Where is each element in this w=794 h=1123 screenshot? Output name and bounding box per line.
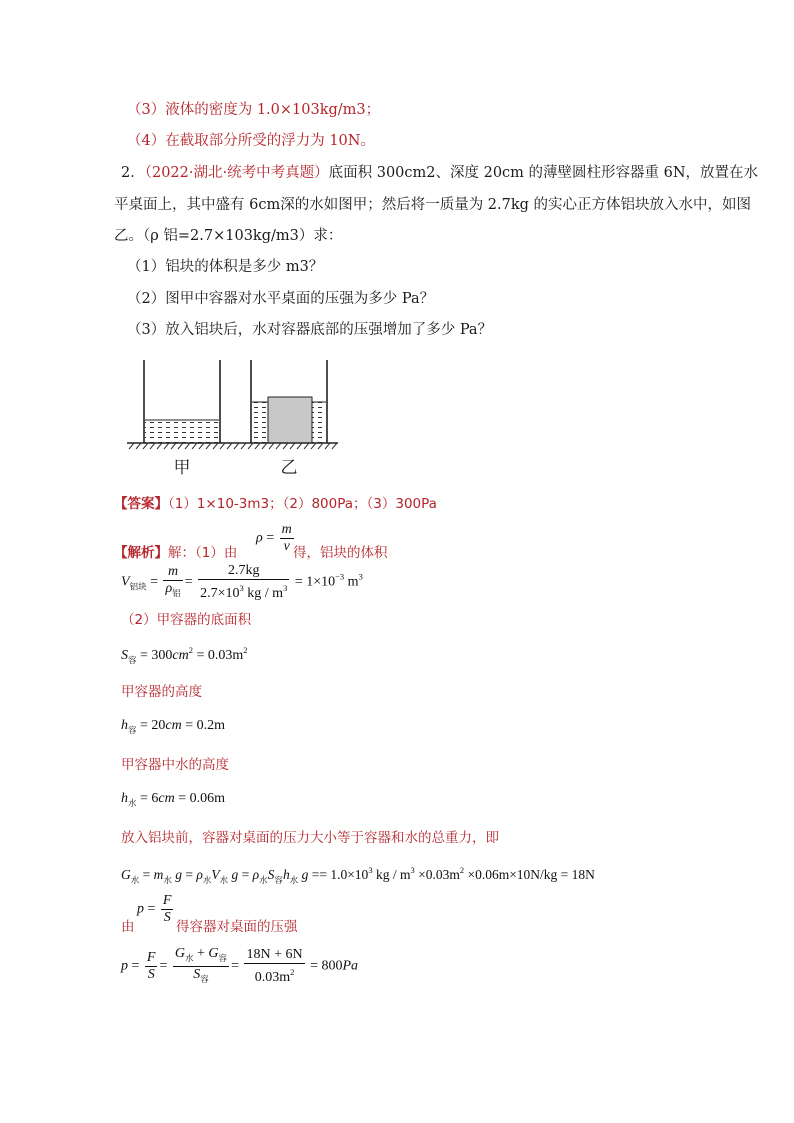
figure-containers	[125, 355, 340, 480]
eq3-lhs-sub: 容	[128, 725, 137, 735]
eq1-frac1-num: m	[168, 564, 179, 579]
eq1-rhs-unit-sup: 3	[358, 571, 363, 582]
container-b	[251, 360, 327, 443]
eq5-numeric-sup: 3	[368, 865, 373, 875]
eq6-n-den-sup: 2	[290, 967, 295, 977]
eq2-unit-sup: 2	[188, 645, 193, 655]
eq1-rhs-sup: −3	[335, 571, 345, 582]
eq5-tail1: kg / m	[372, 867, 411, 882]
eq2-rhs: = 0.03m	[193, 648, 244, 663]
figure-label-b: 乙	[280, 458, 298, 478]
equation-water-height	[121, 791, 225, 809]
eq6-rhs-unit: Pa	[342, 958, 359, 974]
eq2-lhs-sub: 容	[128, 655, 137, 665]
eq1-rhs: = 1×10	[294, 574, 336, 590]
eq2-unit: cm	[172, 648, 189, 663]
eq5-v-sub: 水	[219, 875, 229, 885]
eq1-frac2-num: 2.7kg	[198, 563, 289, 580]
eq4-rhs: = 0.06m	[174, 791, 226, 806]
eq5-g3: g	[228, 867, 239, 882]
eq3-expr: = 20	[136, 718, 166, 733]
answer-text: （1）1×10-3m3；（2）800Pa；（3）300Pa	[168, 496, 437, 512]
eq5-rho: ρ	[196, 867, 203, 882]
question-sub2: （2）图甲中容器对水平桌面的压强为多少 Pa？	[127, 291, 435, 307]
eq3-unit: cm	[165, 718, 182, 733]
eq5-m-sub: 水	[163, 875, 172, 885]
eq6-f-num: F	[146, 950, 156, 965]
eq6-g-den: S	[193, 967, 201, 982]
pressure-intro: 由	[121, 919, 135, 935]
eq5-tail1-sup: 3	[410, 865, 415, 875]
eq5-tail3: ×0.06m×10N/kg = 18N	[464, 867, 595, 882]
water-height-label: 甲容器中水的高度	[121, 757, 229, 773]
analysis-intro-tail: 得，铝块的体积	[293, 545, 388, 561]
equation-gravity: $G_水 = m_水$ $g = \rho_水V_水$ $g = \rho_水S_容h_水$ $g == 1.0\times 10^3$ kg / $m^3 \times 0.03m^2 \times 0.06m\times 10N/kg = 18N$	[121, 865, 595, 885]
question-stem-line3: 乙。（ρ 铝=2.7×103kg/m3）求：	[114, 228, 343, 244]
eq1-rhs-unit: m	[344, 574, 359, 590]
eq1-frac1-den-sub: 铝	[172, 588, 181, 598]
eq1-lhs: V	[121, 574, 130, 590]
eq5-h: h	[282, 867, 290, 882]
eq1-lhs-sub: 铝块	[129, 581, 147, 592]
prev-answer-item4: （4）在截取部分所受的浮力为 10N。	[127, 133, 375, 149]
question-line1	[121, 163, 758, 183]
aluminum-block	[268, 397, 312, 443]
eq4-unit: cm	[158, 791, 175, 806]
height-label: 甲容器的高度	[121, 684, 202, 700]
eq2-expr: = 300	[136, 648, 173, 663]
eq3-rhs: = 0.2m	[181, 718, 226, 733]
eq5-tail2-sup: 2	[459, 865, 465, 875]
question-stem-line1: 底面积 300cm2、深度 20cm 的薄壁圆柱形容器重 6N，放置在水	[328, 165, 759, 181]
question-stem-line2: 平桌面上，其中盛有 6cm深的水如图甲；然后将一质量为 2.7kg 的实心正方体铝块放入水中，如图	[114, 197, 752, 213]
eq5-v: V	[211, 867, 220, 882]
eq5-g2: g	[171, 867, 183, 882]
eq6-g-den-sub: 容	[200, 974, 209, 984]
eq2-lhs: S	[121, 648, 128, 663]
formula-density: ρ = $\frac{m}{v}$	[256, 522, 292, 554]
eq5-rho-sub: 水	[202, 875, 212, 885]
eq5-rho2: ρ	[252, 867, 260, 882]
eq5-s: S	[267, 867, 275, 882]
eq6-n-num: 18N + 6N	[246, 947, 303, 962]
eq6-rhs: = 800	[306, 958, 343, 974]
eq5-m: m	[153, 867, 164, 882]
eq6-n-den: 0.03m	[254, 970, 291, 985]
formula-pressure: p = $\frac{F}{S}$	[137, 893, 172, 925]
eq5-numeric: = 1.0×10	[319, 867, 369, 882]
eq5-g-sub: 水	[130, 875, 140, 885]
question-sub3: （3）放入铝块后，水对容器底部的压强增加了多少 Pa？	[127, 322, 493, 338]
eq4-expr: = 6	[136, 791, 159, 806]
container-a	[144, 360, 220, 443]
pressure-intro-tail: 得容器对桌面的压强	[176, 919, 298, 935]
ground-line	[127, 443, 338, 449]
eq6-lhs: p	[121, 958, 128, 974]
eq6-g-num-b-sub: 容	[218, 953, 228, 963]
formula-density-lhs: ρ	[256, 530, 263, 546]
question-sub1: （1）铝块的体积是多少 m3？	[127, 259, 324, 275]
formula-pressure-den: S	[163, 910, 171, 925]
formula-density-num: m	[281, 522, 292, 537]
eq1-frac1-den: ρ	[165, 581, 173, 596]
formula-density-den: v	[283, 539, 290, 554]
eq2-rhs-sup: 2	[243, 645, 248, 655]
answer-tag: 【答案】	[114, 496, 168, 512]
figure-label-a: 甲	[173, 458, 191, 478]
equation-volume: $V_{铝块}$ = $\frac{m}{\rho_铝}$ = $\frac{2.7kg}{2.7\times 10^3 kg / m^3}$ = $1\times 10^{-3}$ $m^3$	[121, 563, 363, 601]
analysis-intro-text: 解：（1）由	[168, 545, 238, 561]
eq5-rho2-sub: 水	[259, 875, 268, 885]
eq4-lhs-sub: 水	[128, 798, 137, 808]
eq5-s-sub: 容	[274, 875, 283, 885]
analysis-intro	[114, 543, 237, 563]
eq5-g4: g	[298, 867, 309, 882]
eq4-lhs: h	[121, 791, 128, 806]
question-source: （2022·湖北·统考中考真题）	[144, 165, 329, 181]
force-text: 放入铝块前，容器对桌面的压力大小等于容器和水的总重力，即	[121, 830, 499, 846]
eq1-frac2-den: 2.7×10	[200, 586, 240, 601]
eq5-g: G	[121, 867, 131, 882]
eq5-h-sub: 水	[289, 875, 299, 885]
equation-pressure: p = $\frac{F}{S}$ = $\frac{G_水 + G_容}{S_容}$ = $\frac{18N + 6N}{0.03m^2}$ = 800Pa	[121, 946, 359, 985]
eq6-g-num-a-sub: 水	[185, 953, 194, 963]
eq1-frac2-den-tail: kg / m	[243, 586, 284, 601]
question-number: 2．	[121, 165, 145, 181]
eq1-frac2-den-tail-sup: 3	[283, 583, 288, 593]
analysis-tag: 【解析】	[114, 545, 168, 561]
step2-label: （2）甲容器的底面积	[121, 612, 252, 628]
eq6-g-num-b: G	[208, 946, 219, 961]
answer-line	[114, 494, 437, 514]
formula-pressure-lhs: p	[137, 901, 144, 917]
equation-area	[121, 645, 248, 666]
eq6-g-num-a: G	[174, 946, 185, 961]
eq3-lhs: h	[121, 718, 128, 733]
eq1-frac2-den-sup: 3	[239, 583, 244, 593]
eq5-tail2: ×0.03m	[414, 867, 460, 882]
formula-pressure-num: F	[162, 893, 172, 908]
equation-height	[121, 718, 225, 736]
prev-answer-item3: （3）液体的密度为 1.0×103kg/m3；	[127, 102, 381, 118]
eq6-f-den: S	[147, 967, 155, 982]
